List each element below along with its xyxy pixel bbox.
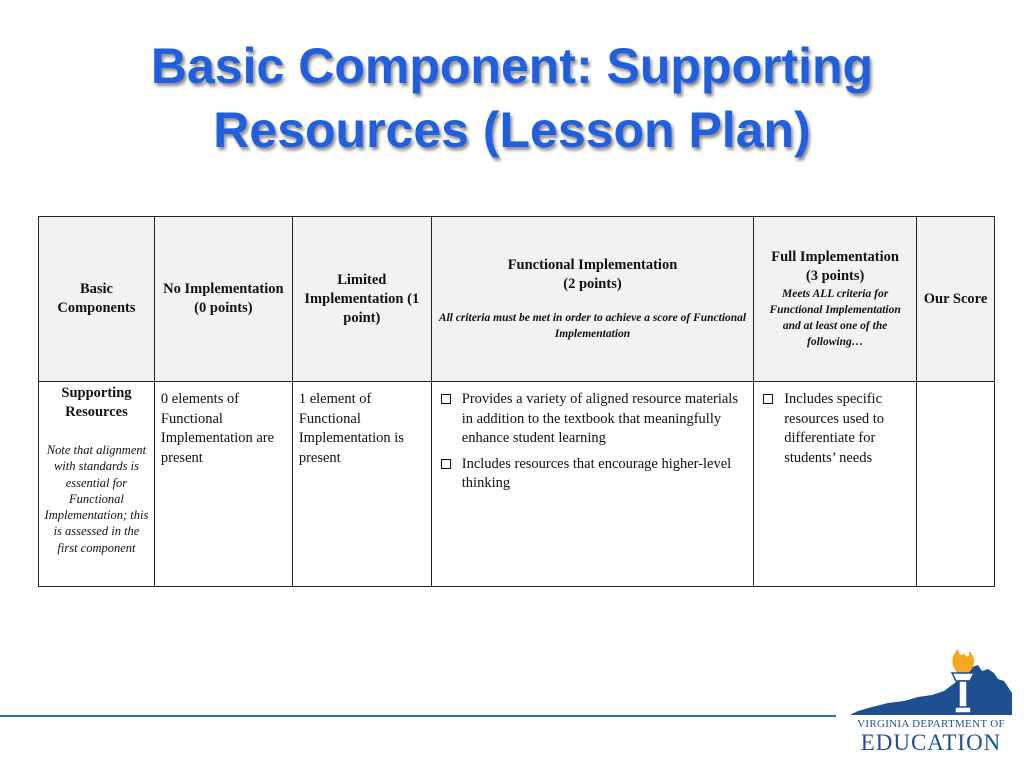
header-basic-components: Basic Components — [39, 217, 155, 382]
logo-education-text: EDUCATION — [860, 730, 1002, 755]
functional-header-points: (2 points) — [563, 276, 622, 292]
slide-title-line-1: Basic Component: Supporting — [150, 38, 874, 94]
limited-implementation-cell: 1 element of Functional Implementation is present — [292, 382, 431, 587]
list-item — [760, 390, 910, 468]
virginia-torch-icon — [848, 645, 1014, 720]
functional-implementation-cell — [431, 382, 753, 587]
full-header-points: (3 points) — [805, 268, 865, 284]
list-item — [438, 390, 747, 449]
our-score-cell[interactable] — [917, 382, 995, 587]
full-criteria-list — [760, 390, 910, 468]
rubric-header-row — [39, 217, 995, 382]
header-our-score: Our Score — [917, 217, 995, 382]
row-component-cell — [39, 382, 155, 587]
header-no-implementation: No Implementation (0 points) — [154, 217, 292, 382]
checkbox-icon — [441, 394, 451, 404]
checkbox-icon — [763, 394, 773, 404]
row-component-title: Supporting Resources — [61, 385, 132, 420]
functional-header-note: All criteria must be met in order to achieve a score of Functional Implementation — [438, 312, 747, 340]
header-functional-implementation — [431, 217, 753, 382]
slide-title-line-2: Resources (Lesson Plan) — [213, 102, 811, 158]
slide-title — [0, 34, 1024, 162]
checkbox-icon — [441, 459, 451, 469]
row-component-note: Note that alignment with standards is essential for Functional Implementation; this is assessed in the first component — [44, 443, 149, 555]
functional-criteria-list — [438, 390, 747, 494]
list-item — [438, 455, 747, 494]
functional-header-title: Functional Implementation — [507, 257, 678, 273]
table-row — [39, 382, 995, 587]
full-criterion-1: Includes specific resources used to differentiate for students’ needs — [784, 391, 885, 466]
full-header-note: Meets ALL criteria for Functional Implementation and at least one of the following… — [769, 288, 901, 348]
no-implementation-cell: 0 elements of Functional Implementation are present — [154, 382, 292, 587]
full-header-title: Full Implementation — [771, 249, 899, 265]
vdoe-logo — [848, 645, 1014, 760]
functional-criterion-2: Includes resources that encourage higher-level thinking — [461, 455, 732, 491]
footer-divider — [0, 715, 836, 717]
functional-criterion-1: Provides a variety of aligned resource materials in addition to the textbook that meaningfully enhance student learning — [461, 391, 738, 446]
header-limited-implementation: Limited Implementation (1 point) — [292, 217, 431, 382]
logo-department-text: VIRGINIA DEPARTMENT OF — [857, 718, 1005, 730]
full-implementation-cell — [754, 382, 917, 587]
rubric-table — [38, 216, 995, 587]
header-full-implementation — [754, 217, 917, 382]
